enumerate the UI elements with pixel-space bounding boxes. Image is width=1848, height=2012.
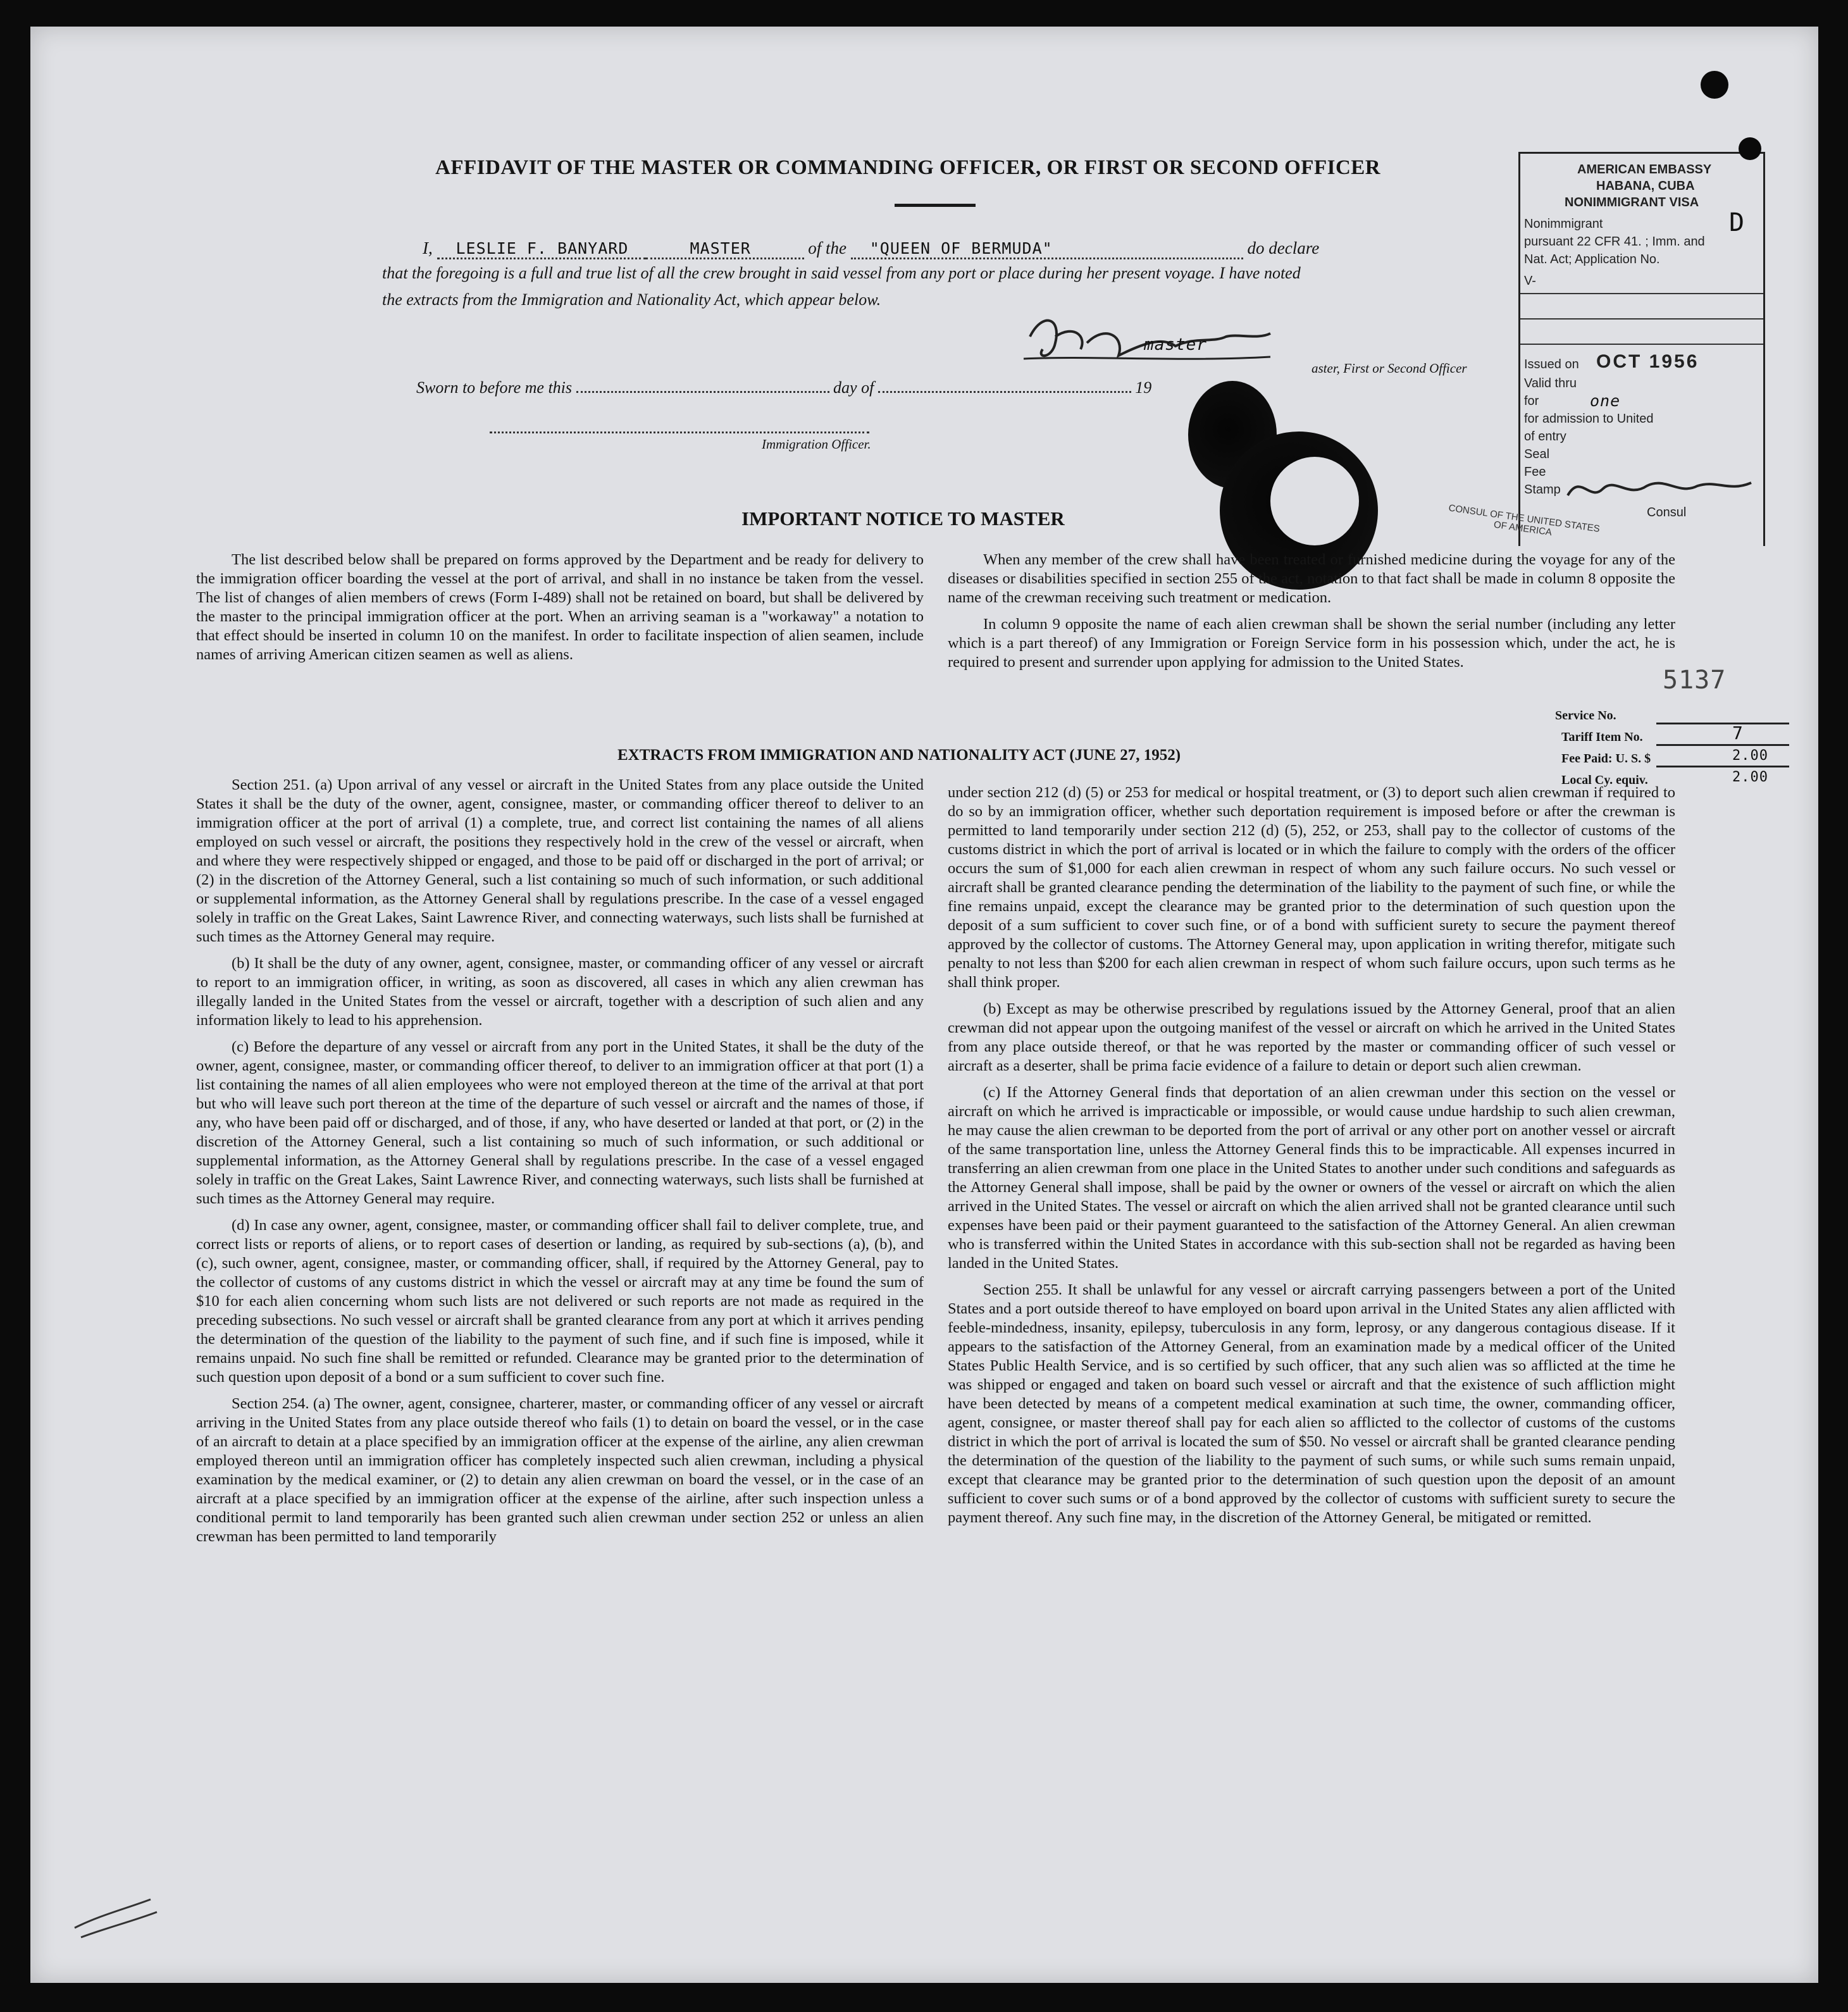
section-254c: (c) If the Attorney General finds that deportation of an alien crewman under this section on the vessel or aircraft on which he arrived is impracticable or impossible, or would cause undue hardship to such alien crewman, he may cause the alien crewman to be deported from the port of arrival or any other port on another vessel or aircraft of the same transportation line, unless the Attorney General finds this to be impracticable. All expenses incurred in transferring an alien crewman from one place in the United States to another under such conditions and safeguards as the Attorney General shall impose, shall be paid by the owner or owners of the vessel or aircraft on which the alien arrived in the United States. The vessel or aircraft on which the alien arrived shall not be granted clearance until such expenses have been paid or their payment guaranteed to the satisfaction of the Attorney General. An alien crewman who is transferred within the United States in accordance with this sub-section shall not be regarded as having been landed in the United States. [948,1084,1675,1272]
do-declare-label: do declare [1247,239,1320,258]
tariff-handwritten: 7 [1732,723,1744,743]
extracts-heading: EXTRACTS FROM IMMIGRATION AND NATIONALITY ACT (JUNE 27, 1952) [617,747,1181,764]
stamp-admission: for admission to United [1524,412,1654,426]
stamp-consul: Consul [1647,506,1687,519]
stamp-city: HABANA, CUBA [1596,179,1695,193]
stamp-nonimmigrant: Nonimmigrant [1524,217,1603,231]
local-equiv-handwritten: 2.00 [1732,769,1768,785]
master-name-handwritten: LESLIE F. BANYARD [437,239,646,259]
stamp-embassy: AMERICAN EMBASSY [1577,163,1712,177]
service-no-label: Service No. [1555,709,1616,723]
declaration-prefix: I, [423,239,433,258]
sworn-day-blank [576,380,829,393]
notice-right-column [948,550,1675,680]
sworn-line [416,378,1151,397]
stamp-visa-class: D [1729,208,1746,237]
stamp-valid-label: Valid thru [1524,376,1577,390]
title-rule [895,204,976,207]
section-254a: Section 254. (a) The owner, agent, consignee, charterer, master, or commanding officer of any vessel or aircraft arriving in the United States from any place outside thereof who fails (1) to detain on board the vessel, or in the case of an aircraft to detain at a place specified by an immigration officer at the expense of the airline, any alien crewman employed thereon until an immigration officer has completely inspected such alien crewman, including a physical examination by the medical examiner, or (2) to detain any alien crewman on board the vessel, or in the case of an aircraft at a place specified by an immigration officer at the expense of the airline, after such inspection unless a conditional permit to land temporarily has been granted such alien crewman under section 252 or unless an alien crewman has been permitted to land temporarily [196,1395,924,1545]
tariff-label: Tariff Item No. [1561,730,1643,744]
section-251d: (d) In case any owner, agent, consignee, master, or commanding officer shall fail to deliver complete, true, and correct lists or reports of aliens, or to report cases of desertion or landing, as required by sub-sections (a), (b), and (c), such owner, agent, consignee, master, or commanding officer, shall, if required by the Attorney General, pay to the collector of customs of any customs district in which the vessel or aircraft may at any time be found the sum of $10 for each alien concerning whom such lists are not delivered or such reports are not made as required in the preceding subsections. No such vessel or aircraft shall be granted clearance from any port at which it arrives pending the determination of the question of the liability to the payment of such fine, and if such fine is imposed, while it remains unpaid. No such fine shall be remitted or refunded. Clearance may be granted prior to the determination of such question upon deposit of a bond or a sum sufficient to cover such fine. [196,1217,924,1386]
notice-heading: IMPORTANT NOTICE TO MASTER [741,507,1065,530]
stamp-issued-date: OCT 1956 [1596,351,1699,372]
document-title: AFFIDAVIT OF THE MASTER OR COMMANDING OFFICER, OR FIRST OR SECOND OFFICER [435,156,1381,179]
notice-right-paragraph-2: In column 9 opposite the name of each alien crewman shall be shown the serial number (including any letter which is a part thereof) of any Immigration or Foreign Service form in his possession which, under the act, he is required to present and surrender upon applying for admission to the United States. [948,616,1675,671]
section-251c: (c) Before the departure of any vessel or aircraft from any port in the United States, it shall be the duty of the owner, agent, consignee, master, or commanding officer thereof, to deliver to an immigration officer at that port (1) a list containing the names of all alien employees who were not employed thereon at the time of the arrival at that port but who will leave such port thereon at the time of the departure of such vessel or aircraft and the names of those, if any, who have been paid off or discharged, and of those, if any, who have deserted or landed at that port, or (2) in the discretion of the Attorney General, such a list containing so much of such information, or such additional or supplemental information, as the Attorney General shall by regulations prescribe. In the case of a vessel engaged solely in traffic on the Great Lakes, Saint Lawrence River, and connecting waterways, such lists shall be furnished at such times as the Attorney General may require. [196,1038,924,1207]
visa-stamp [1518,152,1765,546]
master-rank-handwritten: MASTER [646,239,804,259]
serial-handwritten: 5137 [1663,666,1727,695]
notice-left-paragraph: The list described below shall be prepared on forms approved by the Department and be ready for delivery to the immigration officer boarding the vessel at the port of arrival, and shall in no instance be taken from the vessel. The list of changes of alien members of crews (Form I-489) shall not be retained on board, but shall be delivered by the master to the principal immigration officer at the port. When an arriving seaman is a "workaway" a notation to that effect should be inserted in column 10 on the manifest. In order to facilitate inspection of alien seamen, include names of arriving American citizen seamen as well as aliens. [196,551,924,663]
section-251b: (b) It shall be the duty of any owner, agent, consignee, master, or commanding officer of any vessel or aircraft to report to an immigration officer, in writing, as soon as discovered, all cases in which any alien crewman has illegally landed in the United States from the vessel or aircraft, together with a description of such alien and any information likely to lead to his apprehension. [196,955,924,1029]
stamp-issued-label: Issued on [1524,357,1579,371]
section-251a: Section 251. (a) Upon arrival of any vessel or aircraft in the United States from any place outside the United States it shall be the duty of the owner, agent, consignee, master, or commanding officer thereof to deliver to an immigration officer at the port of arrival (1) a complete, true, and correct list containing the names of all aliens employed on such vessel or aircraft, the positions they respectively hold in the crew of the vessel or aircraft, when and where they were respectively shipped or engaged, and those to be paid off or discharged in the port of arrival; or (2) in the discretion of the Attorney General, such a list containing so much of such information, or such additional or supplemental information, as the Attorney General shall by regulations prescribe. In the case of a vessel engaged solely in traffic on the Great Lakes, Saint Lawrence River, and connecting waterways, such lists shall be furnished at such times as the Attorney General may require. [196,776,924,945]
consul-signature [1565,470,1754,508]
corner-ink-dot [1701,71,1728,99]
fee-rule-1 [1656,723,1789,724]
local-equiv-label: Local Cy. equiv. [1561,773,1648,787]
vessel-name-handwritten: "QUEEN OF BERMUDA" [851,239,1243,259]
notice-right-paragraph-1: When any member of the crew shall have been treated or furnished medicine during the voyage for any of the diseases or disabilities specified in section 255 of the act, notation to that fact shall be made in column 8 opposite the name of the crewman receiving such treatment or medication. [948,551,1675,606]
extracts-left-column [196,776,924,1554]
signer-rank-handwritten: master [1144,335,1207,354]
sworn-text: Sworn to before me this [416,378,573,397]
immigration-officer-line [490,432,869,433]
fee-paid-handwritten: 2.00 [1732,748,1768,764]
stamp-for-handwritten: one [1590,392,1621,410]
consul-seal-text: CONSUL OF THE UNITED STATES OF AMERICA [1448,502,1601,538]
fee-paid-label: Fee Paid: U. S. $ [1561,752,1651,766]
stamp-for-label: for [1524,394,1539,408]
declaration-line-2: that the foregoing is a full and true list of all the crew brought in said vessel from any port or place during her present voyage. I have noted [382,264,1301,282]
stamp-stamp: Stamp [1524,483,1561,497]
stamp-seal: Seal [1524,447,1550,461]
declaration-line [423,239,1319,259]
fee-rule-3 [1656,766,1789,767]
ink-blot-gap [1270,457,1359,545]
sworn-month-blank [878,380,1131,393]
of-the-label: of the [808,239,846,258]
immigration-officer-label: Immigration Officer. [762,437,871,452]
section-254b: (b) Except as may be otherwise prescribed by regulations issued by the Attorney General, proof that an alien crewman did not appear upon the outgoing manifest of the vessel or aircraft on which he arrived in the United States from any place outside thereof, or that he was reported by the master or commanding officer of such vessel or aircraft as a deserter, shall be prima facie evidence of a failure to detain or deport such alien crewman. [948,1000,1675,1074]
stamp-v: V- [1524,274,1536,288]
stamp-fee: Fee [1524,465,1546,479]
declaration-line-3: the extracts from the Immigration and Nationality Act, which appear below. [382,290,881,309]
extracts-right-column [948,783,1675,1535]
document-sheet [30,27,1818,1983]
signature-caption: aster, First or Second Officer [1312,361,1467,376]
section-255: Section 255. It shall be unlawful for any vessel or aircraft carrying passengers between a port of the United States and a port outside thereof to have employed on board upon arrival in the United States any alien afflicted with feeble-mindedness, insanity, epilepsy, tuberculosis in any form, leprosy, or any dangerous contagious disease. If it appears to the satisfaction of the Attorney General, from an examination made by a medical officer of the United States Public Health Service, and is so certified by such officer, that any such alien was so afflicted at the time he was shipped or engaged and taken on board such vessel or aircraft and that the existence of such affliction might have been detected by means of a competent medical examination at such time, the owner, commanding officer, agent, consignee, or master thereof shall pay for each alien so afflicted to the collector of customs of the customs district in which the port of arrival is located the sum of $50. No vessel or aircraft shall be granted clearance pending the determination of the question of the liability to the payment of such sums, or while such sums remain unpaid, except that clearance may be granted prior to the determination of such question upon the deposit of an amount sufficient to cover such sums or of a bond approved by the collector of customs with sufficient surety to secure the payment thereof. Any such fine may, in the discretion of the Attorney General, be mitigated or remitted. [948,1281,1675,1526]
stamp-application: Nat. Act; Application No. [1524,252,1660,266]
pen-mark [68,1893,163,1944]
stamp-entry: of entry [1524,430,1566,444]
stamp-ink-dot [1739,137,1761,160]
day-of-label: day of [833,378,874,397]
stamp-visa-type: NONIMMIGRANT VISA [1565,196,1699,209]
section-254a-continued: under section 212 (d) (5) or 253 for medical or hospital treatment, or (3) to deport such alien crewman if required to do so by an immigration officer, whether such deportation requirement is imposed before or after the crewman is permitted to land temporarily under section 212 (d) (5), 252, or 253, shall pay to the collector of customs of the customs district in which the port of arrival is located or in which the failure to comply with the orders of the officer occurs the sum of $1,000 for each alien crewman in respect of whom any such failure occurs. No such vessel or aircraft shall be granted clearance pending the determination of the liability to the payment of such fine, or while the fine remains unpaid, except the clearance may be granted prior to the determination of such question upon the deposit of a sum sufficient to cover such fine, or of a bond with sufficient surety to secure the payment thereof approved by the collector of customs. The Attorney General may, upon application in writing therefor, mitigate such penalty to not less than $200 for each alien crewman in respect of whom such failure occurs, upon such terms as he shall think proper. [948,784,1675,991]
notice-left-column [196,550,924,672]
year-label: 19 [1135,378,1152,397]
fee-rule-2 [1656,744,1789,746]
stamp-pursuant: pursuant 22 CFR 41. ; Imm. and [1524,235,1705,249]
